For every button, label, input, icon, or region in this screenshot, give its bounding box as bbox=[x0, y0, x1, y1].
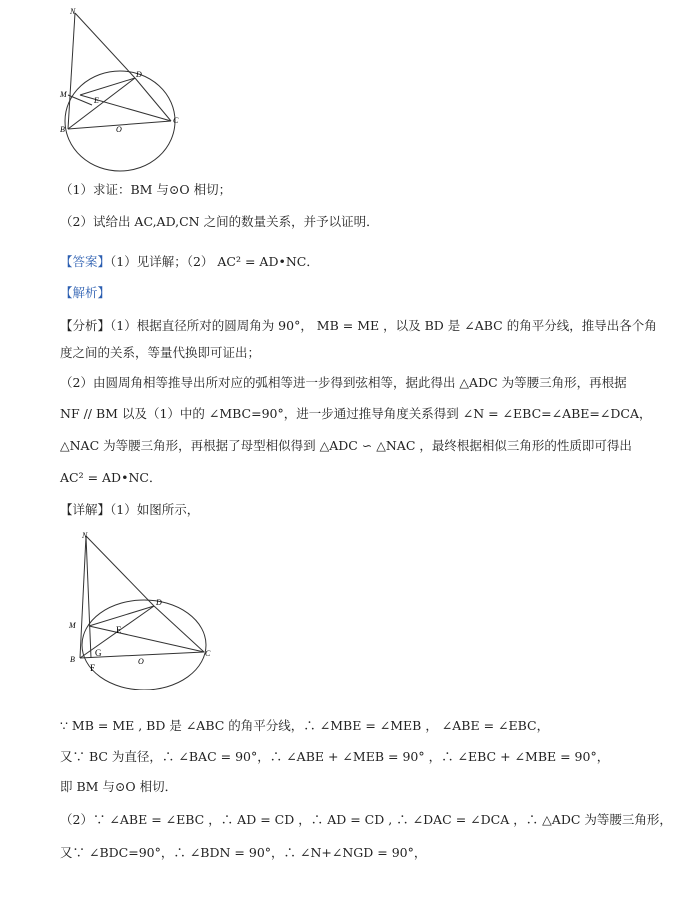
segment-nd bbox=[86, 536, 154, 606]
label-m: M bbox=[69, 621, 76, 630]
analysis-line: 度之间的关系，等量代换即可证出； bbox=[60, 345, 261, 360]
detail-line: 即 BM 与⊙O 相切． bbox=[60, 779, 178, 794]
label-n: N bbox=[82, 531, 88, 540]
segment-nb bbox=[80, 536, 86, 658]
analysis-line: 【分析】（1）根据直径所对的圆周角为 90°， MB = ME ，以及 BD 是 ∠ABC 的角平分线，推导出各个角 bbox=[60, 318, 657, 333]
segment-me bbox=[68, 95, 92, 105]
segment-bd bbox=[68, 78, 135, 129]
label-d: D bbox=[156, 598, 162, 607]
label-e: E bbox=[116, 625, 122, 635]
segment-nd bbox=[75, 13, 135, 78]
answer-tag: 【答案】 bbox=[60, 254, 111, 269]
question-2: （2）试给出 AC,AD,CN 之间的数量关系，并予以证明． bbox=[60, 214, 379, 229]
answer-text: （1）见详解；（2） AC² = AD•NC． bbox=[110, 254, 319, 269]
segment-ad bbox=[89, 606, 154, 626]
circle-o bbox=[65, 71, 175, 171]
label-b: B bbox=[70, 655, 75, 664]
segment-nf bbox=[86, 536, 91, 658]
label-d: D bbox=[136, 70, 142, 79]
label-o: O bbox=[138, 657, 144, 666]
detail-intro: 【详解】（1）如图所示， bbox=[60, 502, 200, 517]
detail-line: 又∵ BC 为直径，∴ ∠BAC = 90°，∴ ∠ABE + ∠MEB = 90° ，∴ ∠EBC + ∠MBE = 90°， bbox=[60, 749, 610, 764]
analysis-line: NF // BM 以及（1）中的 ∠MBC=90°，进一步通过推导角度关系得到 ∠N = ∠EBC=∠ABE=∠DCA， bbox=[60, 406, 652, 421]
label-e: E bbox=[94, 96, 99, 105]
analysis-line: （2）由圆周角相等推导出所对应的弧相等进一步得到弦相等，据此得出 △ADC 为等腰三角形，再根据 bbox=[60, 375, 627, 390]
label-c: C bbox=[173, 116, 179, 125]
segment-dc bbox=[135, 78, 171, 121]
detail-line: （2）∵ ∠ABE = ∠EBC ，∴ AD = CD ，∴ AD = CD , ∴ ∠DAC = ∠DCA ，∴ △ADC 为等腰三角形， bbox=[60, 812, 672, 827]
label-o: O bbox=[116, 125, 122, 134]
question-1: （1）求证：BM 与⊙O 相切； bbox=[60, 182, 232, 197]
analysis-line: △NAC 为等腰三角形，再根据了母型相似得到 △ADC ∽ △NAC ，最终根据相似三角形的性质即可得出 bbox=[60, 438, 632, 453]
label-b: B bbox=[60, 125, 65, 134]
segment-dc bbox=[154, 606, 204, 652]
analysis-line: AC² = AD•NC． bbox=[60, 470, 162, 485]
label-m: M bbox=[60, 90, 67, 99]
analysis-tag: 【解析】 bbox=[60, 285, 111, 300]
detail-line: 又∵ ∠BDC=90°，∴ ∠BDN = 90°，∴ ∠N+∠NGD = 90°， bbox=[60, 845, 427, 860]
label-c: C bbox=[205, 649, 211, 658]
label-g: G bbox=[95, 648, 102, 658]
answer-line bbox=[60, 254, 319, 270]
label-n: N bbox=[70, 7, 76, 16]
label-f: F bbox=[90, 663, 96, 673]
geometry-figure-1 bbox=[58, 5, 198, 180]
segment-nb bbox=[68, 13, 75, 129]
geometry-figure-2 bbox=[64, 530, 214, 690]
detail-line: ∵ MB = ME , BD 是 ∠ABC 的角平分线，∴ ∠MBE = ∠MEB ， ∠ABE = ∠EBC， bbox=[60, 718, 550, 733]
